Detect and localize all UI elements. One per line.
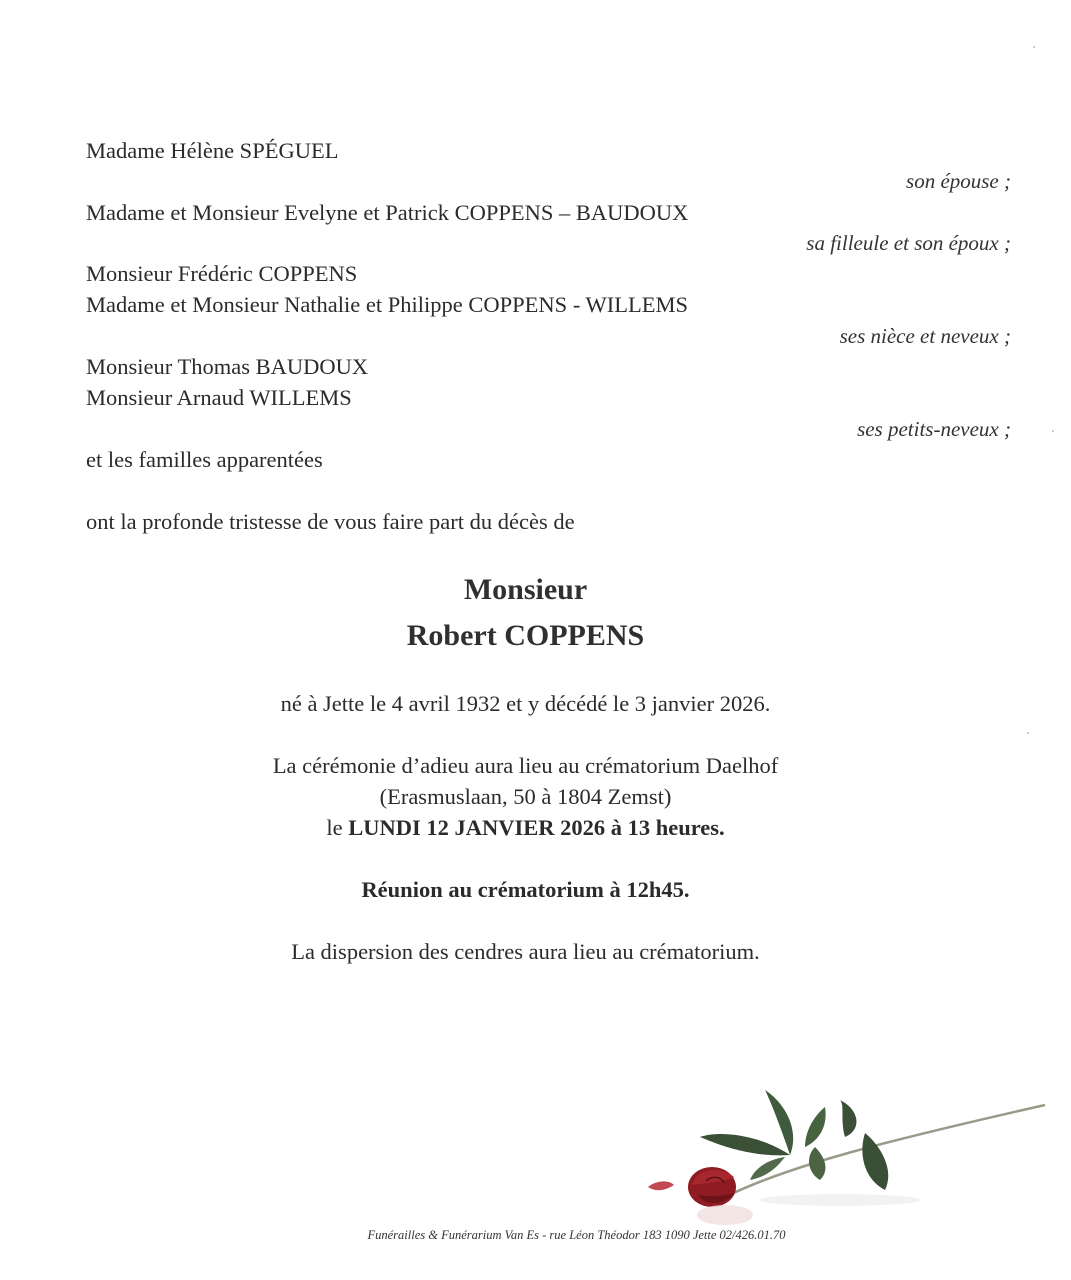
family-line-3: Monsieur Frédéric COPPENS (86, 261, 358, 286)
family-line-5: Monsieur Thomas BAUDOUX (86, 354, 369, 379)
relation-2: sa filleule et son époux ; (806, 231, 1011, 255)
family-line-7: et les familles apparentées (86, 447, 323, 472)
paper-speck (1033, 46, 1035, 48)
family-line-2: Madame et Monsieur Evelyne et Patrick COPPENS – BAUDOUX (86, 200, 689, 225)
deceased-title: Monsieur (463, 573, 588, 606)
ceremony-date-line (0, 814, 1051, 842)
announcement: ont la profonde tristesse de vous faire part du décès de (86, 509, 575, 534)
rose-icon (640, 1085, 1050, 1230)
funeral-home-footer: Funérailles & Funérarium Van Es - rue Léon Théodor 183 1090 Jette 02/426.01.70 (367, 1228, 786, 1242)
relation-4: ses petits-neveux ; (857, 417, 1011, 441)
relation-1: son épouse ; (906, 169, 1011, 193)
paper-speck (1052, 430, 1054, 432)
family-line-1: Madame Hélène SPÉGUEL (86, 138, 339, 163)
dispersion: La dispersion des cendres aura lieu au crématorium. (291, 939, 760, 964)
relation-3: ses nièce et neveux ; (839, 324, 1011, 348)
birth-death: né à Jette le 4 avril 1932 et y décédé le 3 janvier 2026. (280, 691, 771, 716)
reunion: Réunion au crématorium à 12h45. (361, 877, 690, 902)
ceremony-line-1: La cérémonie d’adieu aura lieu au crématorium Daelhof (272, 753, 779, 778)
paper-speck (1027, 732, 1029, 734)
family-line-6: Monsieur Arnaud WILLEMS (86, 385, 352, 410)
deceased-name: Robert COPPENS (406, 619, 645, 652)
ceremony-date-prefix: le (326, 815, 349, 840)
ceremony-date: LUNDI 12 JANVIER 2026 à 13 heures. (348, 815, 725, 840)
family-line-4: Madame et Monsieur Nathalie et Philippe COPPENS - WILLEMS (86, 292, 689, 317)
ceremony-line-2: (Erasmuslaan, 50 à 1804 Zemst) (379, 784, 672, 809)
